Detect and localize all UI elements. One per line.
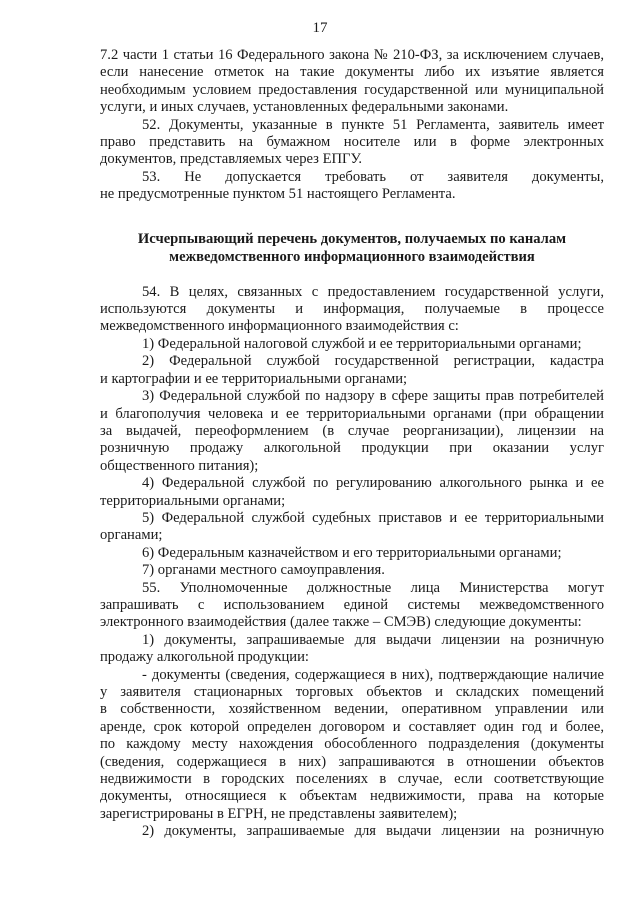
subitem-line: 1) документы, запрашиваемые для выдачи лицензии на розничную (142, 631, 604, 648)
dash-item-line: недвижимости в городских поселениях в случае, если соответствующие (100, 771, 604, 788)
list-item-continuation: и картографии и ее территориальными органами; (100, 370, 408, 387)
dash-item-line: документы, относящиеся к объектам недвижимости, права на которые (100, 788, 604, 805)
paragraph-55-line: запрашивать с использованием единой системы межведомственного (100, 596, 604, 613)
paragraph-55-line: 55. Уполномоченные должностные лица Министерства могут (142, 579, 604, 596)
list-item-continuation: органами; (100, 527, 163, 544)
intro-line: услуги, и иных случаев, установленных федеральными законами. (100, 99, 509, 116)
list-item-continuation: общественного питания); (100, 457, 259, 474)
paragraph-54-line: межведомственного информационного взаимодействия с: (100, 318, 459, 335)
dash-item-line: по каждому месту нахождения обособленного подразделения (документы (100, 736, 604, 753)
paragraph-54-line: используются документы и информация, получаемые в процессе (100, 301, 604, 318)
list-item: 5) Федеральной службой судебных приставов и ее территориальными (142, 509, 604, 526)
paragraph-54-line: 54. В целях, связанных с предоставлением государственной услуги, (142, 283, 604, 300)
list-item: 1) Федеральной налоговой службой и ее территориальными органами; (142, 335, 582, 352)
dash-item-line: аренде, срок которой определен договором и составляет один год и более, (100, 718, 604, 735)
list-item: 6) Федеральным казначейством и его территориальными органами; (142, 544, 562, 561)
list-item-continuation: за выдачей, переоформлением (в случае реорганизации), лицензии на (100, 422, 604, 439)
dash-item-line: (сведения, содержащиеся в них) запрашиваются в отношении объектов (100, 753, 604, 770)
paragraph-52-line: документов, представляемых через ЕПГУ. (100, 151, 363, 168)
paragraph-53-line: 53. Не допускается требовать от заявителя документы, (142, 168, 604, 185)
section-heading (100, 230, 604, 266)
list-item: 3) Федеральной службой по надзору в сфере защиты прав потребителей (142, 388, 604, 405)
intro-line: необходимым условием предоставления государственной или муниципальной (100, 81, 604, 98)
paragraph-52-line: 52. Документы, указанные в пункте 51 Регламента, заявитель имеет (142, 116, 604, 133)
intro-line: если нанесение отметок на такие документы либо их изъятие является (100, 64, 604, 81)
list-item-continuation: розничную продажу алкогольной продукции при оказании услуг (100, 440, 604, 457)
list-item: 4) Федеральной службой по регулированию алкогольного рынка и ее (142, 475, 604, 492)
list-item-continuation: и благополучия человека и ее территориальными органами (при обращении (100, 405, 604, 422)
dash-item-line: в собственности, хозяйственном ведении, оперативном управлении или (100, 701, 604, 718)
paragraph-52-line: право представить на бумажном носителе или в форме электронных (100, 134, 604, 151)
list-item: 7) органами местного самоуправления. (142, 562, 385, 579)
dash-item-line: - документы (сведения, содержащиеся в них), подтверждающие наличие (142, 666, 604, 683)
dash-item-line: у заявителя стационарных торговых объектов и складских помещений (100, 684, 604, 700)
dash-item-line: зарегистрированы в ЕГРН, не представлены заявителем); (100, 805, 458, 822)
document-body (100, 47, 604, 841)
list-item-continuation: территориальными органами; (100, 492, 286, 509)
paragraph-53-line: не предусмотренные пунктом 51 настоящего Регламента. (100, 186, 456, 203)
section-heading-line: межведомственного информационного взаимодействия (169, 248, 535, 265)
list-item: 2) Федеральной службой государственной регистрации, кадастра (142, 353, 604, 370)
subitem-line: 2) документы, запрашиваемые для выдачи лицензии на розничную (142, 823, 604, 840)
section-heading-line: Исчерпывающий перечень документов, получаемых по каналам (137, 230, 567, 247)
paragraph-55-line: электронного взаимодействия (далее также – СМЭВ) следующие документы: (100, 614, 582, 631)
page-number: 17 (312, 20, 328, 36)
subitem-line: продажу алкогольной продукции: (100, 649, 309, 666)
intro-line: 7.2 части 1 статьи 16 Федерального закона № 210-ФЗ, за исключением случаев, (100, 47, 604, 63)
